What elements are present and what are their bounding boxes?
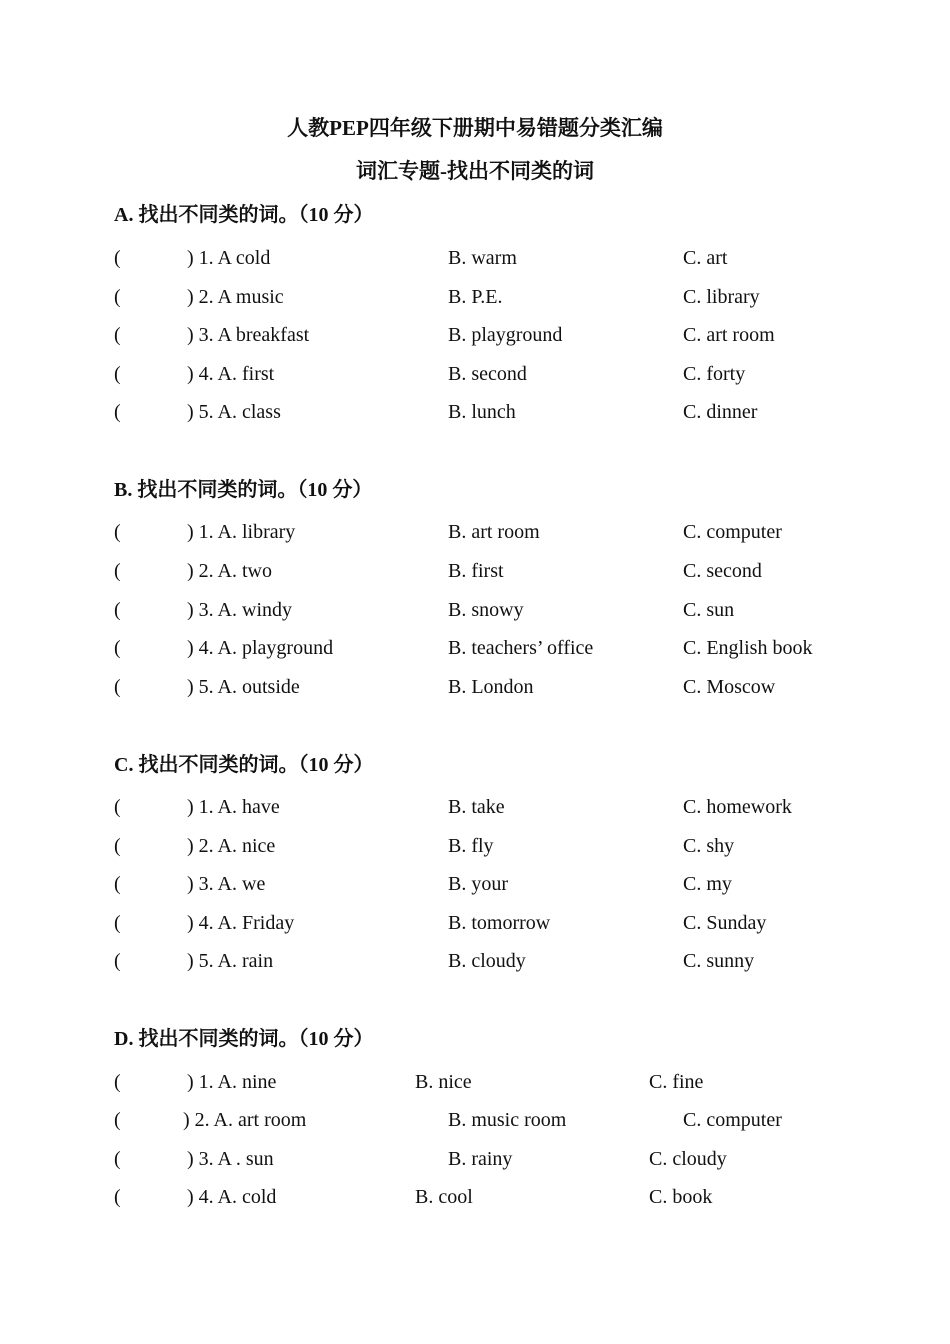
option-c: C. sunny <box>683 950 755 972</box>
answer-blank[interactable]: ( <box>114 521 121 543</box>
answer-blank[interactable]: ( <box>114 637 121 659</box>
answer-blank[interactable]: ( <box>114 676 121 698</box>
question-row <box>0 870 950 898</box>
option-a: ) 5. A. rain <box>187 950 274 972</box>
question-row <box>0 832 950 860</box>
option-a: ) 5. A. outside <box>187 676 300 698</box>
option-c: C. second <box>683 560 762 582</box>
option-b: B. cloudy <box>448 950 526 972</box>
question-row <box>0 518 950 546</box>
answer-blank[interactable]: ( <box>114 247 121 269</box>
option-c: C. sun <box>683 599 735 621</box>
option-a: ) 4. A. playground <box>187 637 334 659</box>
question-row <box>0 398 950 426</box>
option-b: B. second <box>448 363 527 385</box>
question-row <box>0 1183 950 1211</box>
question-row <box>0 360 950 388</box>
option-a: ) 2. A. art room <box>183 1109 307 1131</box>
option-c: C. library <box>683 286 760 308</box>
option-c: C. book <box>649 1186 713 1208</box>
option-b: B. playground <box>448 324 563 346</box>
section-heading: A. 找出不同类的词。（10 分） <box>114 204 374 226</box>
option-b: B. art room <box>448 521 540 543</box>
option-a: ) 2. A music <box>187 286 284 308</box>
option-a: ) 1. A. nine <box>187 1071 277 1093</box>
option-a: ) 3. A. we <box>187 873 266 895</box>
question-row <box>0 557 950 585</box>
option-c: C. computer <box>683 521 782 543</box>
question-row <box>0 1068 950 1096</box>
option-a: ) 1. A cold <box>187 247 271 269</box>
option-c: C. cloudy <box>649 1148 727 1170</box>
option-b: B. take <box>448 796 505 818</box>
answer-blank[interactable]: ( <box>114 796 121 818</box>
option-b: B. warm <box>448 247 517 269</box>
option-c: C. Sunday <box>683 912 767 934</box>
option-b: B. London <box>448 676 534 698</box>
answer-blank[interactable]: ( <box>114 401 121 423</box>
section-heading: B. 找出不同类的词。（10 分） <box>114 479 373 501</box>
option-a: ) 4. A. cold <box>187 1186 277 1208</box>
option-c: C. dinner <box>683 401 758 423</box>
option-b: B. your <box>448 873 508 895</box>
answer-blank[interactable]: ( <box>114 363 121 385</box>
option-c: C. shy <box>683 835 735 857</box>
question-row <box>0 634 950 662</box>
answer-blank[interactable]: ( <box>114 950 121 972</box>
option-a: ) 3. A . sun <box>187 1148 274 1170</box>
answer-blank[interactable]: ( <box>114 560 121 582</box>
option-b: B. first <box>448 560 504 582</box>
option-a: ) 2. A. nice <box>187 835 276 857</box>
option-a: ) 4. A. Friday <box>187 912 295 934</box>
question-row <box>0 244 950 272</box>
question-row <box>0 321 950 349</box>
option-c: C. my <box>683 873 732 895</box>
option-b: B. teachers’ office <box>448 637 594 659</box>
question-row <box>0 596 950 624</box>
option-c: C. art room <box>683 324 775 346</box>
option-b: B. rainy <box>448 1148 513 1170</box>
option-c: C. English book <box>683 637 813 659</box>
option-a: ) 3. A breakfast <box>187 324 310 346</box>
option-c: C. art <box>683 247 728 269</box>
option-b: B. cool <box>415 1186 473 1208</box>
option-c: C. fine <box>649 1071 704 1093</box>
option-a: ) 1. A. library <box>187 521 296 543</box>
option-a: ) 4. A. first <box>187 363 275 385</box>
answer-blank[interactable]: ( <box>114 1109 121 1131</box>
option-b: B. P.E. <box>448 286 503 308</box>
option-c: C. Moscow <box>683 676 776 698</box>
option-b: B. snowy <box>448 599 524 621</box>
answer-blank[interactable]: ( <box>114 873 121 895</box>
question-row <box>0 673 950 701</box>
option-b: B. lunch <box>448 401 516 423</box>
section-heading: D. 找出不同类的词。（10 分） <box>114 1028 374 1050</box>
question-row <box>0 793 950 821</box>
option-a: ) 2. A. two <box>187 560 272 582</box>
option-a: ) 3. A. windy <box>187 599 292 621</box>
option-a: ) 1. A. have <box>187 796 280 818</box>
answer-blank[interactable]: ( <box>114 286 121 308</box>
answer-blank[interactable]: ( <box>114 599 121 621</box>
question-row <box>0 909 950 937</box>
option-b: B. nice <box>415 1071 472 1093</box>
option-b: B. fly <box>448 835 494 857</box>
answer-blank[interactable]: ( <box>114 324 121 346</box>
answer-blank[interactable]: ( <box>114 1148 121 1170</box>
answer-blank[interactable]: ( <box>114 1186 121 1208</box>
answer-blank[interactable]: ( <box>114 1071 121 1093</box>
option-a: ) 5. A. class <box>187 401 281 423</box>
answer-blank[interactable]: ( <box>114 912 121 934</box>
option-b: B. music room <box>448 1109 567 1131</box>
answer-blank[interactable]: ( <box>114 835 121 857</box>
document-title: 人教PEP四年级下册期中易错题分类汇编 <box>287 116 663 140</box>
option-c: C. computer <box>683 1109 782 1131</box>
option-c: C. homework <box>683 796 792 818</box>
option-b: B. tomorrow <box>448 912 551 934</box>
document-subtitle: 词汇专题-找出不同类的词 <box>356 159 594 183</box>
section-heading: C. 找出不同类的词。（10 分） <box>114 754 374 776</box>
question-row <box>0 947 950 975</box>
question-row <box>0 1106 950 1134</box>
option-c: C. forty <box>683 363 746 385</box>
question-row <box>0 1145 950 1173</box>
question-row <box>0 283 950 311</box>
